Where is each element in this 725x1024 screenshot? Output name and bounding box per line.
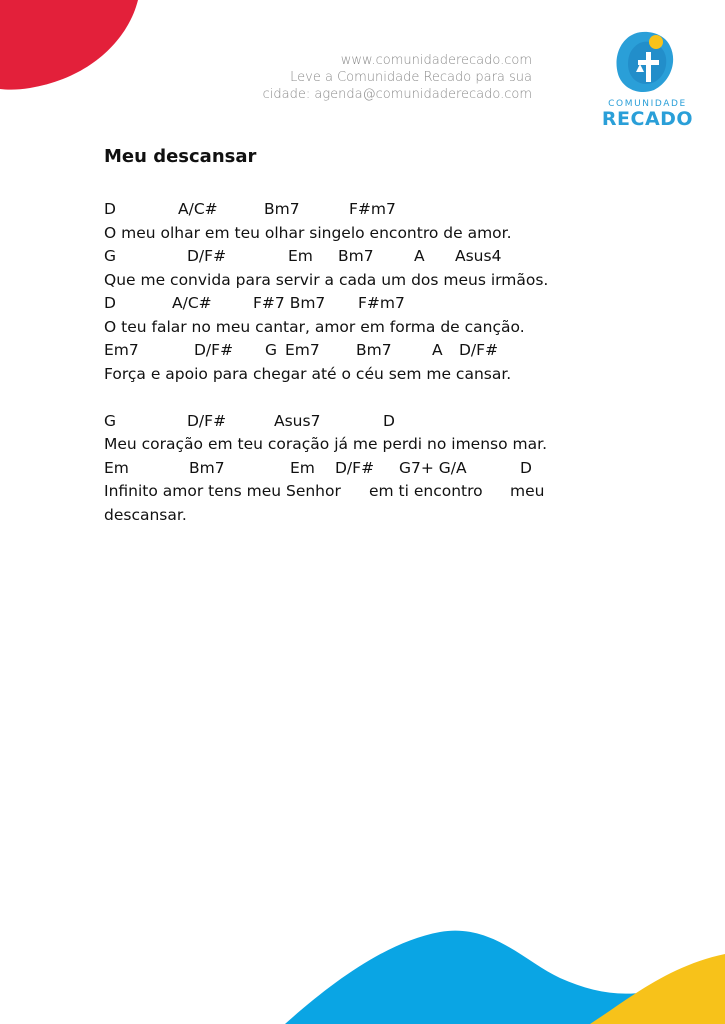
chord: D/F# xyxy=(187,247,227,265)
lyric-line xyxy=(104,316,564,340)
logo-name-small: COMUNIDADE xyxy=(608,99,687,109)
lyric-text: Infinito amor tens meu Senhor xyxy=(104,482,341,500)
lyric-text: descansar. xyxy=(104,505,187,524)
lyric-line xyxy=(104,480,564,504)
lyric-text: O teu falar no meu cantar, amor em forma de canção. xyxy=(104,317,525,336)
chord-line xyxy=(104,245,564,269)
lyric-line xyxy=(104,504,564,528)
chord: Em xyxy=(104,458,129,477)
chord: F#7 Bm7 xyxy=(253,294,326,312)
tagline-line-1: Leve a Comunidade Recado para sua xyxy=(290,70,532,85)
header-contact xyxy=(263,52,532,103)
lyric-line xyxy=(104,222,564,246)
chord-line xyxy=(104,457,564,481)
logo-name-big: RECADO xyxy=(601,108,694,130)
chord: D/F# xyxy=(459,341,499,359)
chord: G xyxy=(104,247,117,265)
chord: D/F# xyxy=(335,458,375,477)
chord: Bm7 xyxy=(356,341,392,359)
chord-sheet xyxy=(104,198,564,527)
chord: Asus4 xyxy=(455,247,502,265)
chord: Em xyxy=(288,247,313,265)
chord-line xyxy=(104,198,564,222)
chord: G xyxy=(104,411,117,430)
lyric-text: meu xyxy=(510,482,545,500)
chord: F#m7 xyxy=(349,200,396,218)
lyric-text: Meu coração em teu coração já me perdi no imenso mar. xyxy=(104,435,547,453)
lyric-line xyxy=(104,363,564,387)
lyric-text: O meu olhar em teu olhar singelo encontro de amor. xyxy=(104,223,512,242)
chord: D/F# xyxy=(194,341,234,359)
stanza-gap xyxy=(104,386,564,410)
chord: D xyxy=(383,411,395,430)
chord: A xyxy=(432,341,443,359)
chord-line xyxy=(104,339,564,363)
lyric-text: Que me convida para servir a cada um dos meus irmãos. xyxy=(104,270,549,289)
chord: Em7 xyxy=(104,341,139,359)
chord: F#m7 xyxy=(358,294,405,312)
chord: D xyxy=(520,458,532,477)
brand-logo xyxy=(600,30,695,130)
chord: Asus7 xyxy=(274,411,321,430)
bottom-wave-decoration xyxy=(0,914,725,1024)
website-link[interactable]: www.comunidaderecado.com xyxy=(340,53,532,68)
chord-line xyxy=(104,292,564,316)
chord: A xyxy=(414,247,425,265)
chord: A/C# xyxy=(172,294,212,312)
chord: Em xyxy=(290,458,315,477)
chord: Bm7 xyxy=(264,200,300,218)
logo-emblem-icon xyxy=(612,30,684,96)
chord: Bm7 xyxy=(338,247,374,265)
chord: D/F# xyxy=(187,411,227,430)
lyric-text: em ti encontro xyxy=(369,482,483,500)
corner-decoration xyxy=(0,0,140,95)
chord: G xyxy=(265,341,278,359)
chord: Em7 xyxy=(285,341,320,359)
lyric-text: Força e apoio para chegar até o céu sem me cansar. xyxy=(104,364,512,383)
chord: G7+ G/A xyxy=(399,458,467,477)
tagline-line-2[interactable]: cidade: agenda@comunidaderecado.com xyxy=(262,87,532,102)
chord-line xyxy=(104,410,564,434)
lyric-line xyxy=(104,433,564,457)
chord: Bm7 xyxy=(189,458,225,477)
chord: D xyxy=(104,294,116,312)
lyric-line xyxy=(104,269,564,293)
chord: A/C# xyxy=(178,200,218,218)
song-title: Meu descansar xyxy=(104,146,257,167)
chord: D xyxy=(104,200,116,218)
